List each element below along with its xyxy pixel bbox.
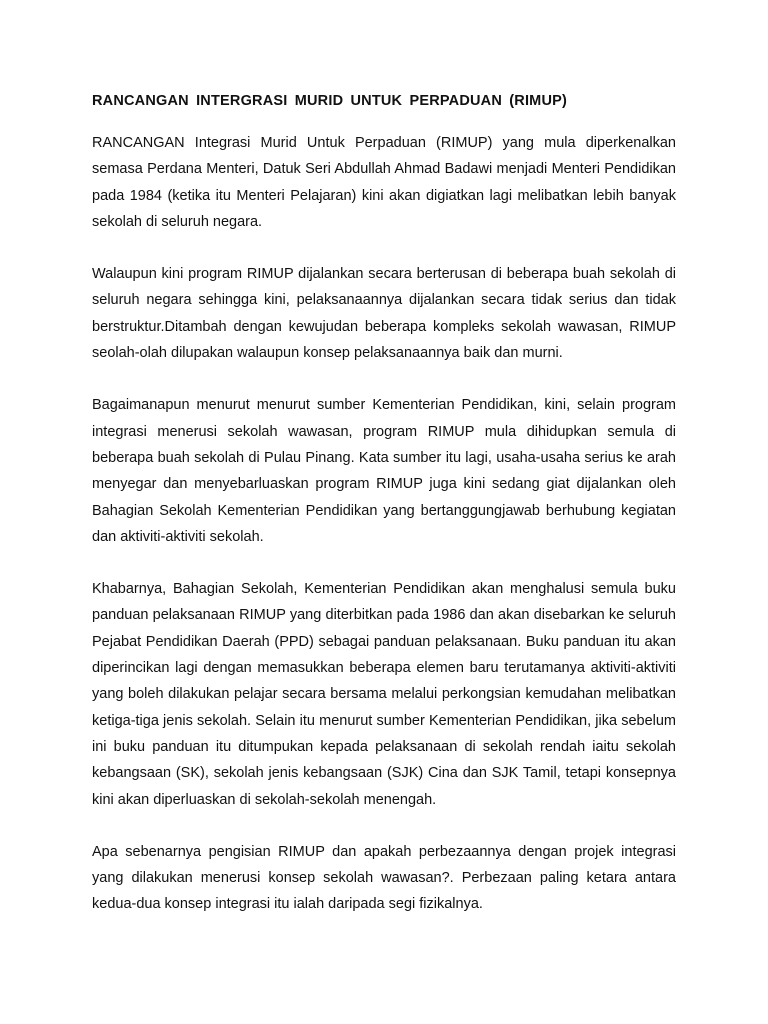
paragraph-3: Bagaimanapun menurut menurut sumber Kementerian Pendidikan, kini, selain program integrasi menerusi sekolah wawasan, program RIMUP mula dihidupkan semula di beberapa buah sekolah di Pulau Pinang. Kata sumber itu lagi, usaha-usaha serius ke arah menyegar dan menyebarluaskan program RIMUP juga kini sedang giat dijalankan oleh Bahagian Sekolah Kementerian Pendidikan yang bertanggungjawab berhubung kegiatan dan aktiviti-aktiviti sekolah.	[92, 397, 676, 545]
paragraph-5: Apa sebenarnya pengisian RIMUP dan apakah perbezaannya dengan projek integrasi yang dilakukan menerusi konsep sekolah wawasan?. Perbezaan paling ketara antara kedua-dua konsep integrasi itu ialah daripada segi fizikalnya.	[92, 843, 676, 913]
document-title: RANCANGAN INTERGRASI MURID UNTUK PERPADUAN (RIMUP)	[92, 93, 568, 109]
paragraph-2: Walaupun kini program RIMUP dijalankan secara berterusan di beberapa buah sekolah di seluruh negara sehingga kini, pelaksanaannya dijalankan secara tidak serius dan tidak berstruktur.Ditambah dengan kewujudan beberapa kompleks sekolah wawasan, RIMUP seolah-olah dilupakan walaupun konsep pelaksanaannya baik dan murni.	[92, 266, 676, 362]
paragraph-1: RANCANGAN Integrasi Murid Untuk Perpaduan (RIMUP) yang mula diperkenalkan semasa Perdana Menteri, Datuk Seri Abdullah Ahmad Badawi menjadi Menteri Pendidikan pada 1984 (ketika itu Menteri Pelajaran) kini akan digiatkan lagi melibatkan lebih banyak sekolah di seluruh negara.	[92, 135, 676, 230]
document-body	[92, 88, 676, 918]
paragraph-4: Khabarnya, Bahagian Sekolah, Kementerian Pendidikan akan menghalusi semula buku panduan pelaksanaan RIMUP yang diterbitkan pada 1986 dan akan disebarkan ke seluruh Pejabat Pendidikan Daerah (PPD) sebagai panduan pelaksanaan. Buku panduan itu akan diperincikan lagi dengan memasukkan beberapa elemen baru terutamanya aktiviti-aktiviti yang boleh dilakukan pelajar secara bersama melalui perkongsian kemudahan melibatkan ketiga-tiga jenis sekolah. Selain itu menurut sumber Kementerian Pendidikan, jika sebelum ini buku panduan itu ditumpukan kepada pelaksanaan di sekolah rendah iaitu sekolah kebangsaan (SK), sekolah jenis kebangsaan (SJK) Cina dan SJK Tamil, tetapi konsepnya kini akan diperluaskan di sekolah-sekolah menengah.	[92, 581, 676, 808]
